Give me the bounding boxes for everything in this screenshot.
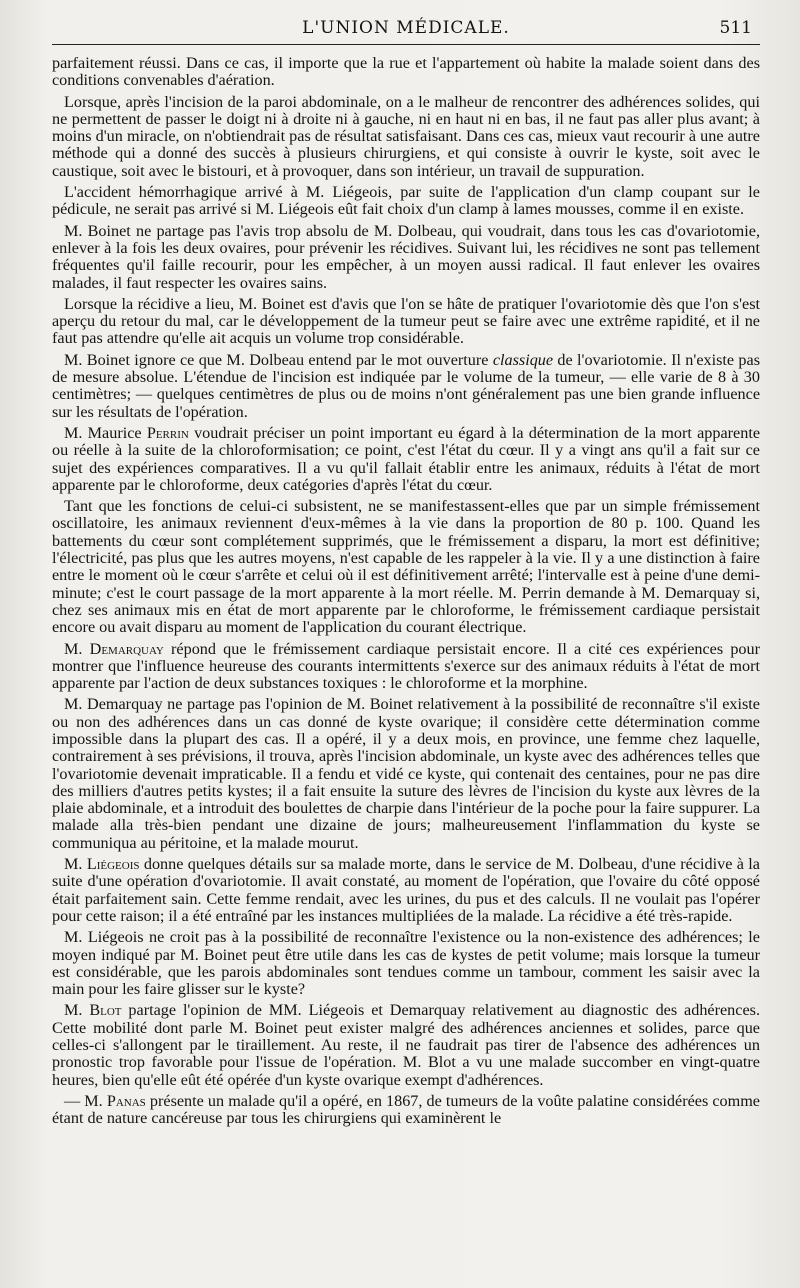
paragraph bbox=[52, 1093, 760, 1128]
text-run: parfaitement réussi. Dans ce cas, il importe que la rue et l'appartement où habite la malade soient dans des conditions convenables d'aération. bbox=[52, 54, 760, 90]
text-run: M. Boinet ne partage pas l'avis trop absolu de M. Dolbeau, qui voudrait, dans tous les cas d'ovariotomie, enlever à la fois les deux ovaires, pour prévenir les récidives. Suivant lui, les récidives ne sont pas tellement fréquentes qu'il faille recourir, pour les empêcher, à un moyen aussi radical. Il faut enlever les ovaires malades, il faut respecter les ovaires sains. bbox=[52, 221, 760, 292]
text-run: Lorsque la récidive a lieu, M. Boinet est d'avis que l'on se hâte de pratiquer l'ovariotomie dès que l'on s'est aperçu du retour du mal, car le développement de la tumeur peut se faire avec une extrême rapidité, et il ne faut pas attendre qu'elle ait acquis un volume trop considérable. bbox=[52, 294, 760, 348]
text-run: M. Demarquay ne partage pas l'opinion de M. Boinet relativement à la possibilité de reconnaître s'il existe ou non des adhérences dans un cas donné de kyste ovarique; il considère cette détermination comme impossible dans la plupart des cas. Il a opéré, il y a deux mois, en province, une femme chez laquelle, contrairement à ses prévisions, il trouva, après l'incision abdominale, un kyste avec des adhérences telles que l'ovariotomie devenait impraticable. Il a fendu et vidé ce kyste, qui contenait des centaines, pour ne pas dire des milliers d'autres petits kystes; il a fait ensuite la suture des lèvres de l'incision du kyste aux lèvres de la plaie abdominale, et a introduit des boulettes de charpie dans l'intérieur de la poche pour la faire suppurer. La malade alla très-bien pendant une dizaine de jours; malheureusement l'inflammation du kyste se communiqua au péritoine, et la malade mourut. bbox=[52, 695, 760, 852]
text-run: M. bbox=[64, 639, 90, 658]
page-header bbox=[52, 14, 760, 45]
speaker-name: Panas bbox=[106, 1091, 146, 1110]
paragraph bbox=[52, 498, 760, 636]
text-run: présente un malade qu'il a opéré, en 1867, de tumeurs de la voûte palatine considérées comme étant de nature cancéreuse par tous les chirurgiens qui examinèrent le bbox=[52, 1091, 760, 1128]
page-number: 511 bbox=[719, 18, 752, 38]
text-run: M. bbox=[64, 1001, 90, 1020]
text-run: L'accident hémorrhagique arrivé à M. Liégeois, par suite de l'application d'un clamp coupant sur le pédicule, ne serait pas arrivé si M. Liégeois eût fait choix d'un clamp à lames mousses, comme il en existe. bbox=[52, 183, 760, 219]
paragraph bbox=[52, 641, 760, 693]
text-run: — M. bbox=[64, 1091, 107, 1110]
paragraph bbox=[52, 425, 760, 494]
running-title: L'UNION MÉDICALE. bbox=[302, 18, 510, 38]
paragraph bbox=[52, 223, 760, 292]
text-run: voudrait préciser un point important eu égard à la détermination de la mort apparente ou réelle à la suite de la chloroformisation; ce point, c'est l'état du cœur. Il y a vingt ans qu'il a fait sur ce sujet des expériences comparatives. Il a vu qu'il fallait établir entre les animaux, réduits à l'état de mort apparente par le chloroforme, deux catégories d'après l'état du cœur. bbox=[52, 423, 760, 494]
paragraph bbox=[52, 184, 760, 219]
paragraph bbox=[52, 856, 760, 925]
text-run: Tant que les fonctions de celui-ci subsistent, ne se manifestassent-elles que par un simple frémissement oscillatoire, les animaux reviennent d'eux-mêmes à la vie dans la proportion de 80 p. 100. Quand les battements du cœur sont complétement supprimés, que le frémissement a disparu, la mort est définitive; l'électricité, pas plus que les autres moyens, n'est capable de les rappeler à la vie. Il y a une distinction à faire entre le moment où le cœur s'arrête et celui où il est définitivement arrêté; l'intervalle est à peine d'une demi-minute; c'est le court passage de la mort apparente à la mort réelle. M. Perrin demande à M. Demarquay si, chez ses animaux mis en état de mort apparente par le chloroforme, le frémissement cardiaque persistait encore ou avait disparu au moment de l'application du courant électrique. bbox=[52, 497, 760, 637]
paragraph bbox=[52, 296, 760, 348]
paragraph bbox=[52, 55, 760, 90]
speaker-name: Demarquay bbox=[89, 639, 164, 658]
text-run: Lorsque, après l'incision de la paroi abdominale, on a le malheur de rencontrer des adhérences solides, qui ne permettent de passer le doigt ni à droite ni à gauche, ni en haut ni en bas, il ne faut pas aller plus avant; à moins d'un miracle, on n'obtiendrait pas de résultat satisfaisant. Dans ces cas, mieux vaut recourir à une autre méthode qui a donné des succès à plusieurs chirurgiens, et qui consiste à ouvrir le kyste, soit avec le caustique, soit avec le bistouri, et à provoquer, dans son intérieur, un travail de suppuration. bbox=[52, 92, 760, 180]
paragraph bbox=[52, 1002, 760, 1088]
text-run: M. Liégeois ne croit pas à la possibilité de reconnaître l'existence ou la non-existence des adhérences; le moyen indiqué par M. Boinet peut être utile dans les cas de kystes de petit volume; mais lorsque la tumeur est considérable, que les parois abdominales sont tendues comme un tambour, comment les saisir avec la main pour les faire glisser sur le kyste? bbox=[52, 928, 760, 999]
text-run: M. Boinet ignore ce que M. Dolbeau entend par le mot ouverture bbox=[64, 350, 493, 369]
text-run: donne quelques détails sur sa malade morte, dans le service de M. Dolbeau, d'une récidive à la suite d'une opération d'ovariotomie. Il avait constaté, au moment de l'opération, que l'ovaire du côté opposé était parfaitement sain. Cette femme rendait, avec les urines, du pus et des calculs. Il ne voulait pas l'opérer pour cette raison; il a été entraîné par les instances multipliées de la malade. La récidive a été très-rapide. bbox=[52, 855, 760, 925]
speaker-name: Liégeois bbox=[86, 855, 140, 874]
text-run: M. bbox=[64, 855, 87, 874]
text-run: partage l'opinion de MM. Liégeois et Demarquay relativement au diagnostic des adhérences. Cette mobilité dont parle M. Boinet peut exister malgré des adhérences anciennes et solides, parce que celles-ci s'allongent par le tiraillement. Au reste, il ne faudrait pas tirer de l'absence des adhérences un pronostic trop favorable pour l'issue de l'opération. M. Blot a vu une malade succomber en vingt-quatre heures, bien qu'elle eût été opérée d'un kyste ovarique exempt d'adhérences. bbox=[52, 1001, 760, 1089]
text-run: répond que le frémissement cardiaque persistait encore. Il a cité ces expériences pour montrer que l'influence heureuse des courants intermittents s'exerce sur des animaux réduits à l'état de mort apparente par l'action de deux substances toxiques : le chloroforme et la morphine. bbox=[52, 639, 760, 693]
italic-term: classique bbox=[492, 350, 554, 369]
paragraph bbox=[52, 94, 760, 180]
text-run: M. Maurice bbox=[64, 423, 147, 442]
paragraph bbox=[52, 352, 760, 421]
body-text bbox=[52, 55, 760, 1128]
paragraph bbox=[52, 929, 760, 998]
text-run: de l'ovariotomie. Il n'existe pas de mesure absolue. L'étendue de l'incision est indiquée par le volume de la tumeur, — elle varie de 8 à 30 centimètres; — quelques centimètres de plus ou de moins n'ont généralement pas une bien grande influence sur les résultats de l'opération. bbox=[52, 350, 760, 421]
speaker-name: Blot bbox=[89, 1001, 122, 1020]
paragraph bbox=[52, 696, 760, 852]
speaker-name: Perrin bbox=[146, 423, 189, 442]
